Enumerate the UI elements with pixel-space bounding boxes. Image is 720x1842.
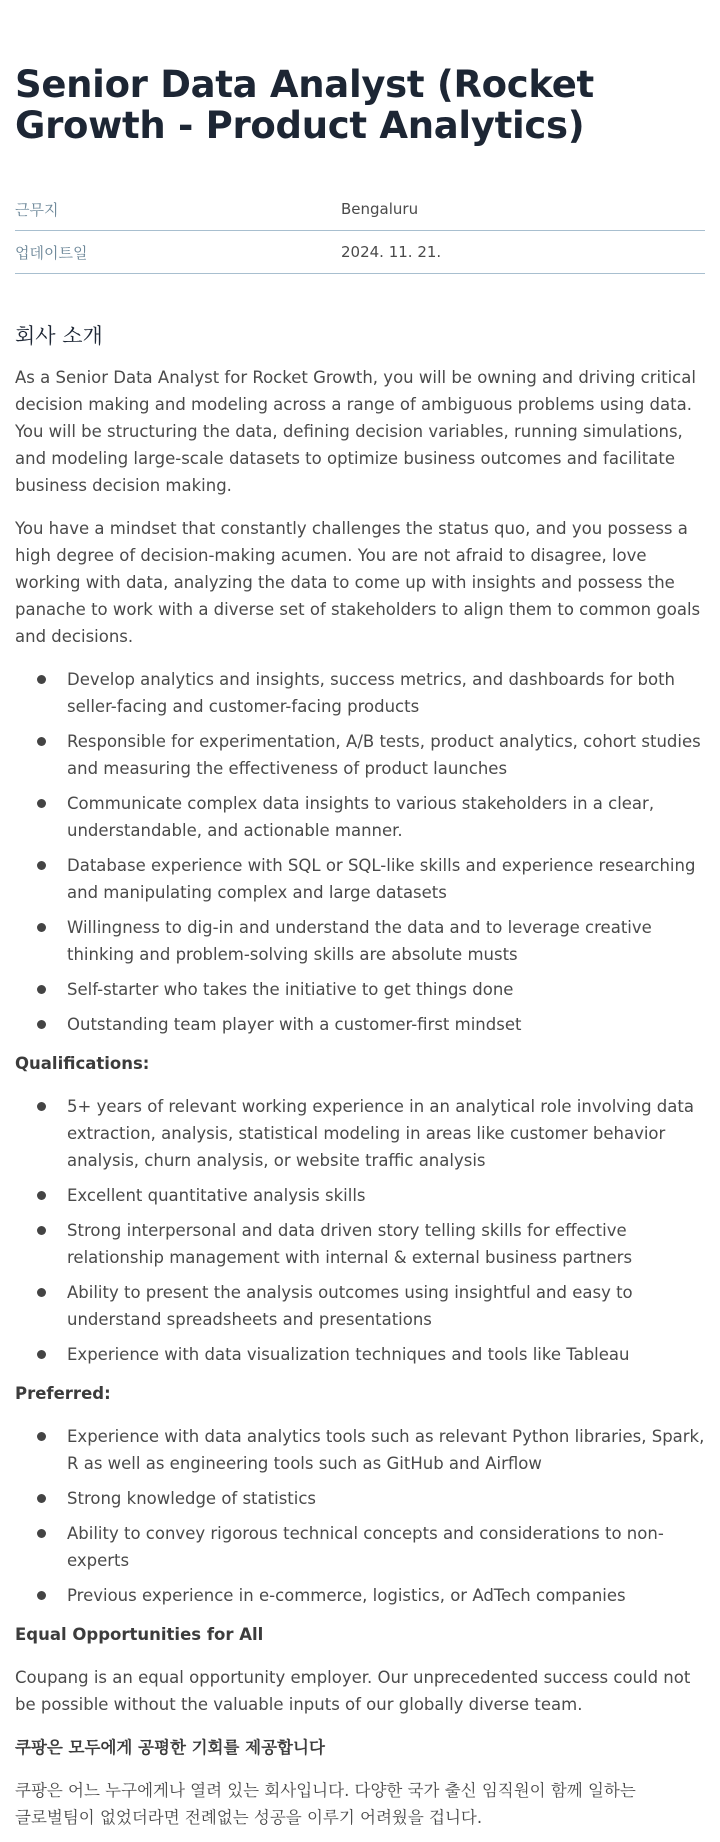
section-title-company: 회사 소개 <box>15 324 103 348</box>
list-item: Excellent quantitative analysis skills <box>67 1182 705 1209</box>
list-item: Responsible for experimentation, A/B tests, product analytics, cohort studies and measuring the effectiveness of product launches <box>67 728 705 782</box>
equal-opportunities-heading: Equal Opportunities for All <box>15 1625 264 1644</box>
qualifications-list <box>15 1093 705 1368</box>
qualifications-heading: Qualifications: <box>15 1054 150 1073</box>
list-item: Develop analytics and insights, success metrics, and dashboards for both seller-facing and customer-facing products <box>67 666 705 720</box>
meta-label-location: 근무지 <box>15 200 59 219</box>
meta-row-updated <box>15 231 705 274</box>
list-item: Willingness to dig-in and understand the data and to leverage creative thinking and problem-solving skills are absolute musts <box>67 914 705 968</box>
meta-row-location <box>15 188 705 231</box>
meta-value-updated: 2024. 11. 21. <box>341 243 442 261</box>
intro-paragraph: You have a mindset that constantly challenges the status quo, and you possess a high degree of decision-making acumen. You are not afraid to disagree, love working with data, analyzing the data to come up with insights and possess the panache to work with a diverse set of stakeholders to align them to common goals and decisions. <box>15 519 701 646</box>
meta-value-location: Bengaluru <box>341 200 419 218</box>
list-item: Previous experience in e-commerce, logistics, or AdTech companies <box>67 1582 705 1609</box>
equal-opportunities-text: Coupang is an equal opportunity employer. Our unprecedented success could not be possible without the valuable inputs of our globally diverse team. <box>15 1668 691 1714</box>
list-item: Experience with data analytics tools such as relevant Python libraries, Spark, R as well as engineering tools such as GitHub and Airflow <box>67 1423 705 1477</box>
ko-text-line: 쿠팡은 어느 누구에게나 열려 있는 회사입니다. 다양한 국가 출신 임직원이 함께 일하는 <box>15 1781 636 1800</box>
list-item: Communicate complex data insights to various stakeholders in a clear, understandable, and actionable manner. <box>67 790 705 844</box>
list-item: Ability to present the analysis outcomes using insightful and easy to understand spreadsheets and presentations <box>67 1279 705 1333</box>
responsibilities-list <box>15 666 705 1038</box>
list-item: Strong knowledge of statistics <box>67 1485 705 1512</box>
list-item: Self-starter who takes the initiative to get things done <box>67 976 705 1003</box>
list-item: Outstanding team player with a customer-first mindset <box>67 1011 705 1038</box>
list-item: Database experience with SQL or SQL-like skills and experience researching and manipulating complex and large datasets <box>67 852 705 906</box>
meta-label-updated: 업데이트일 <box>15 243 88 262</box>
list-item: 5+ years of relevant working experience in an analytical role involving data extraction, analysis, statistical modeling in areas like customer behavior analysis, churn analysis, or website traffic analysis <box>67 1093 705 1174</box>
list-item: Experience with data visualization techniques and tools like Tableau <box>67 1341 705 1368</box>
ko-text-line: 글로벌팀이 없었더라면 전례없는 성공을 이루기 어려웠을 겁니다. <box>15 1808 483 1827</box>
equal-opportunities-ko-text <box>15 1777 705 1831</box>
preferred-heading: Preferred: <box>15 1384 111 1403</box>
job-description <box>15 364 705 1831</box>
preferred-list <box>15 1423 705 1609</box>
equal-opportunities-ko-heading: 쿠팡은 모두에게 공평한 기회를 제공합니다 <box>15 1738 325 1757</box>
job-meta-table <box>15 188 705 274</box>
list-item: Ability to convey rigorous technical concepts and considerations to non-experts <box>67 1520 705 1574</box>
job-title: Senior Data Analyst (Rocket Growth - Product Analytics) <box>15 63 594 147</box>
intro-paragraph: As a Senior Data Analyst for Rocket Growth, you will be owning and driving critical decision making and modeling across a range of ambiguous problems using data. You will be structuring the data, defining decision variables, running simulations, and modeling large-scale datasets to optimize business outcomes and facilitate business decision making. <box>15 368 696 495</box>
list-item: Strong interpersonal and data driven story telling skills for effective relationship management with internal & external business partners <box>67 1217 705 1271</box>
